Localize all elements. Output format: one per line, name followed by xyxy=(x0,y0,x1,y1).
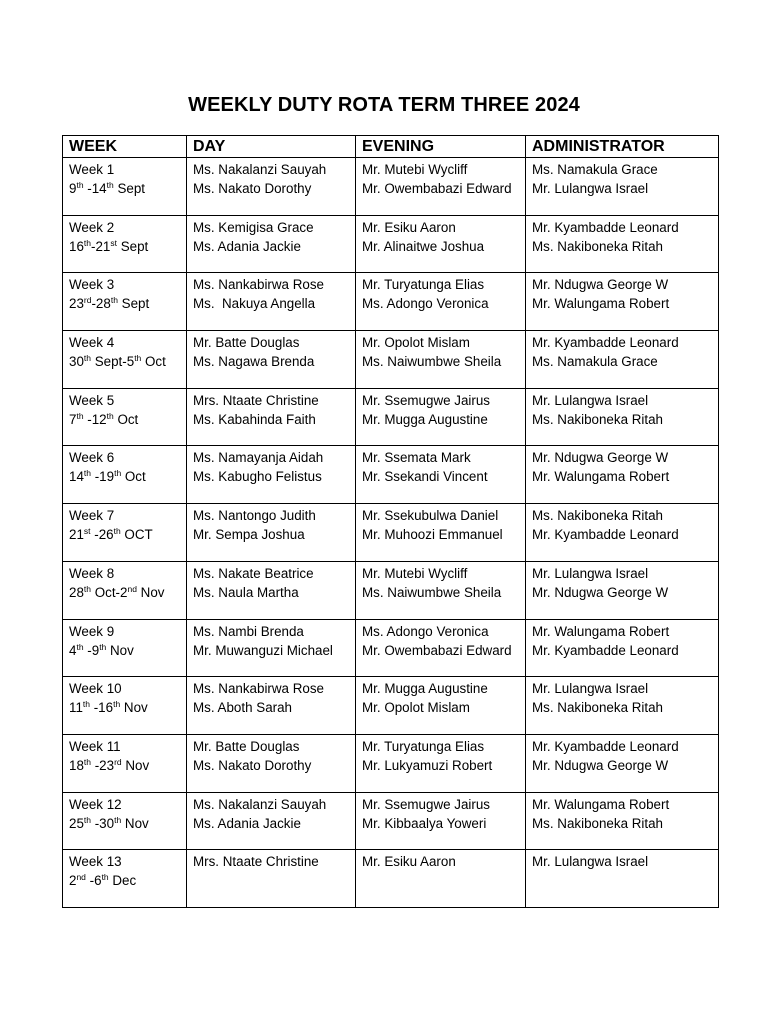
table-row xyxy=(63,734,719,792)
administrator-name: Ms. Nakiboneka Ritah xyxy=(532,508,663,524)
week-label: Week 11 xyxy=(69,738,121,754)
date-ordinal-suffix: st xyxy=(83,526,91,537)
day-staff: Ms. Nakuya Angella xyxy=(193,296,316,312)
evening-cell xyxy=(356,792,526,850)
date-part: 9 xyxy=(69,181,77,196)
date-part: Sept xyxy=(116,238,149,254)
day-cell xyxy=(187,273,356,331)
week-cell xyxy=(63,619,187,677)
administrator-cell xyxy=(526,331,719,389)
week-label: Week 4 xyxy=(69,335,115,351)
date-part: Nov xyxy=(136,584,165,600)
week-cell xyxy=(63,388,187,446)
week-label: Week 8 xyxy=(69,565,115,581)
week-date-range xyxy=(69,237,180,256)
evening-cell xyxy=(356,446,526,504)
administrator-name: Ms. Namakula Grace xyxy=(532,354,658,370)
week-cell xyxy=(63,561,187,619)
day-staff: Ms. Nakato Dorothy xyxy=(193,181,312,196)
duty-rota-table xyxy=(62,135,719,908)
date-ordinal-suffix: th xyxy=(114,814,122,825)
date-ordinal-suffix: th xyxy=(83,353,91,364)
date-ordinal-suffix: th xyxy=(76,641,84,652)
day-cell xyxy=(187,215,356,273)
evening-staff: Ms. Naiwumbwe Sheila xyxy=(362,354,502,370)
date-ordinal-suffix: th xyxy=(134,353,142,364)
day-staff: Ms. Kemigisa Grace xyxy=(193,219,314,235)
week-date-range xyxy=(69,814,180,833)
date-part: -12 xyxy=(83,411,107,427)
administrator-cell xyxy=(526,677,719,735)
date-ordinal-suffix: st xyxy=(110,237,117,248)
table-row xyxy=(63,792,719,850)
date-ordinal-suffix: th xyxy=(101,872,109,883)
administrator-cell xyxy=(526,215,719,273)
day-cell xyxy=(187,388,356,446)
evening-staff: Mr. Mugga Augustine xyxy=(362,681,488,697)
date-part: 11 xyxy=(69,700,83,716)
day-staff: Ms. Nambi Brenda xyxy=(193,623,304,639)
date-ordinal-suffix: nd xyxy=(127,583,137,594)
date-part: -30 xyxy=(91,815,115,831)
administrator-name: Mr. Walungama Robert xyxy=(532,796,670,812)
week-cell xyxy=(63,504,187,562)
date-part: -6 xyxy=(85,873,102,889)
date-ordinal-suffix: nd xyxy=(76,872,86,883)
administrator-name: Ms. Nakiboneka Ritah xyxy=(532,411,663,427)
administrator-cell xyxy=(526,158,719,216)
table-row xyxy=(63,331,719,389)
week-date-range xyxy=(69,467,180,486)
administrator-name: Mr. Lulangwa Israel xyxy=(532,181,649,196)
evening-staff: Mr. Ssemugwe Jairus xyxy=(362,392,490,408)
day-cell xyxy=(187,331,356,389)
day-staff: Ms. Kabahinda Faith xyxy=(193,411,316,427)
date-part: Nov xyxy=(106,642,134,658)
evening-staff: Ms. Naiwumbwe Sheila xyxy=(362,584,502,600)
evening-staff: Mr. Ssekubulwa Daniel xyxy=(362,508,499,524)
evening-cell xyxy=(356,273,526,331)
date-part: 18 xyxy=(69,757,84,773)
administrator-cell xyxy=(526,504,719,562)
day-staff: Mrs. Ntaate Christine xyxy=(193,392,319,408)
day-staff: Ms. Namayanja Aidah xyxy=(193,450,324,466)
administrator-name: Mr. Ndugwa George W xyxy=(532,757,669,773)
administrator-name: Mr. Kyambadde Leonard xyxy=(532,335,679,351)
day-staff: Ms. Naula Martha xyxy=(193,584,299,600)
day-staff: Mrs. Ntaate Christine xyxy=(193,854,319,870)
date-part: -23 xyxy=(91,757,115,773)
date-part: -28 xyxy=(91,296,111,312)
day-cell xyxy=(187,619,356,677)
date-part: 30 xyxy=(69,354,84,370)
evening-cell xyxy=(356,619,526,677)
day-cell xyxy=(187,504,356,562)
evening-staff: Ms. Adongo Veronica xyxy=(362,623,489,639)
evening-cell xyxy=(356,734,526,792)
date-ordinal-suffix: th xyxy=(76,410,84,421)
evening-staff: Mr. Ssemugwe Jairus xyxy=(362,796,490,812)
date-part: Sept-5 xyxy=(91,354,135,370)
date-ordinal-suffix: th xyxy=(113,526,121,537)
week-label: Week 3 xyxy=(69,277,115,293)
date-ordinal-suffix: th xyxy=(106,180,114,190)
administrator-name: Mr. Ndugwa George W xyxy=(532,450,669,466)
administrator-cell xyxy=(526,388,719,446)
date-part: Oct xyxy=(113,411,139,427)
administrator-name: Ms. Nakiboneka Ritah xyxy=(532,815,663,831)
evening-staff: Mr. Esiku Aaron xyxy=(362,219,456,235)
day-staff: Ms. Nakalanzi Sauyah xyxy=(193,162,327,177)
date-part: 14 xyxy=(69,469,84,485)
day-staff: Mr. Sempa Joshua xyxy=(193,527,305,543)
evening-cell xyxy=(356,561,526,619)
date-part: Sept xyxy=(117,296,150,312)
day-cell xyxy=(187,792,356,850)
day-staff: Ms. Nankabirwa Rose xyxy=(193,681,324,697)
header-week: WEEK xyxy=(63,136,187,158)
week-label: Week 2 xyxy=(69,219,115,235)
date-ordinal-suffix: th xyxy=(83,468,91,479)
date-part: 16 xyxy=(69,238,84,254)
date-ordinal-suffix: th xyxy=(106,410,114,421)
week-date-range xyxy=(69,756,180,775)
day-staff: Ms. Nakato Dorothy xyxy=(193,757,312,773)
week-date-range xyxy=(69,698,180,717)
evening-staff: Mr. Lukyamuzi Robert xyxy=(362,757,493,773)
administrator-name: Mr. Lulangwa Israel xyxy=(532,681,649,697)
evening-staff: Mr. Muhoozi Emmanuel xyxy=(362,527,503,543)
day-staff: Ms. Nakalanzi Sauyah xyxy=(193,796,327,812)
day-cell xyxy=(187,850,356,908)
evening-staff: Mr. Owembabazi Edward xyxy=(362,642,512,658)
table-row xyxy=(63,504,719,562)
table-row xyxy=(63,215,719,273)
day-staff: Ms. Aboth Sarah xyxy=(193,700,292,716)
evening-staff: Mr. Turyatunga Elias xyxy=(362,738,485,754)
evening-staff: Mr. Esiku Aaron xyxy=(362,854,456,870)
administrator-cell xyxy=(526,792,719,850)
week-label: Week 6 xyxy=(69,450,115,466)
week-cell xyxy=(63,850,187,908)
day-cell xyxy=(187,446,356,504)
evening-staff: Mr. Opolot Mislam xyxy=(362,700,470,716)
administrator-name: Ms. Nakiboneka Ritah xyxy=(532,238,663,254)
table-row xyxy=(63,619,719,677)
administrator-name: Mr. Walungama Robert xyxy=(532,469,670,485)
administrator-name: Ms. Nakiboneka Ritah xyxy=(532,700,663,716)
table-row xyxy=(63,850,719,908)
day-staff: Ms. Adania Jackie xyxy=(193,815,301,831)
administrator-name: Mr. Kyambadde Leonard xyxy=(532,642,679,658)
date-part: -21 xyxy=(91,238,111,254)
week-date-range xyxy=(69,871,180,890)
date-part: Oct-2 xyxy=(91,584,128,600)
administrator-cell xyxy=(526,446,719,504)
evening-cell xyxy=(356,504,526,562)
administrator-cell xyxy=(526,850,719,908)
administrator-name: Mr. Kyambadde Leonard xyxy=(532,738,679,754)
date-ordinal-suffix: th xyxy=(82,699,90,710)
evening-cell xyxy=(356,215,526,273)
table-row xyxy=(63,446,719,504)
date-ordinal-suffix: th xyxy=(83,814,91,825)
evening-staff: Mr. Mutebi Wycliff xyxy=(362,565,468,581)
week-date-range xyxy=(69,352,180,371)
administrator-name: Mr. Walungama Robert xyxy=(532,296,670,312)
evening-staff: Ms. Adongo Veronica xyxy=(362,296,489,312)
table-row xyxy=(63,273,719,331)
day-staff: Ms. Nantongo Judith xyxy=(193,508,316,524)
administrator-name: Mr. Lulangwa Israel xyxy=(532,392,649,408)
evening-cell xyxy=(356,388,526,446)
date-ordinal-suffix: rd xyxy=(83,295,92,306)
date-ordinal-suffix: th xyxy=(114,468,122,479)
date-part: -16 xyxy=(90,700,114,716)
day-staff: Ms. Nankabirwa Rose xyxy=(193,277,324,293)
evening-staff: Mr. Ssemata Mark xyxy=(362,450,471,466)
week-label: Week 7 xyxy=(69,508,115,524)
week-cell xyxy=(63,158,187,216)
evening-staff: Mr. Kibbaalya Yoweri xyxy=(362,815,487,831)
date-part: Oct xyxy=(141,354,166,370)
administrator-name: Mr. Lulangwa Israel xyxy=(532,565,649,581)
header-day: DAY xyxy=(187,136,356,158)
evening-staff: Mr. Turyatunga Elias xyxy=(362,277,485,293)
administrator-name: Ms. Namakula Grace xyxy=(532,162,658,177)
administrator-name: Mr. Ndugwa George W xyxy=(532,277,669,293)
date-ordinal-suffix: th xyxy=(83,237,91,248)
day-cell xyxy=(187,561,356,619)
date-part: 21 xyxy=(69,527,84,543)
date-part: Nov xyxy=(120,700,148,716)
day-staff: Mr. Muwanguzi Michael xyxy=(193,642,333,658)
day-staff: Ms. Adania Jackie xyxy=(193,238,301,254)
table-row xyxy=(63,158,719,216)
evening-staff: Mr. Mugga Augustine xyxy=(362,411,488,427)
week-date-range xyxy=(69,641,180,660)
week-cell xyxy=(63,446,187,504)
day-staff: Mr. Batte Douglas xyxy=(193,738,300,754)
day-staff: Ms. Kabugho Felistus xyxy=(193,469,322,485)
evening-staff: Mr. Owembabazi Edward xyxy=(362,181,512,196)
date-ordinal-suffix: th xyxy=(83,756,91,767)
evening-staff: Mr. Mutebi Wycliff xyxy=(362,162,468,177)
date-part: Nov xyxy=(121,757,150,773)
evening-cell xyxy=(356,850,526,908)
date-ordinal-suffix: th xyxy=(99,641,107,652)
week-cell xyxy=(63,792,187,850)
day-cell xyxy=(187,734,356,792)
date-part: -14 xyxy=(83,181,107,196)
day-cell xyxy=(187,158,356,216)
administrator-name: Mr. Kyambadde Leonard xyxy=(532,527,679,543)
date-ordinal-suffix: th xyxy=(110,295,118,306)
administrator-name: Mr. Lulangwa Israel xyxy=(532,854,649,870)
date-part: Sept xyxy=(113,181,145,196)
week-cell xyxy=(63,215,187,273)
date-part: -19 xyxy=(91,469,115,485)
date-ordinal-suffix: th xyxy=(113,699,121,710)
date-part: 28 xyxy=(69,584,84,600)
rota-body xyxy=(63,158,719,908)
week-label: Week 9 xyxy=(69,623,115,639)
date-ordinal-suffix: th xyxy=(83,583,91,594)
date-part: 7 xyxy=(69,411,77,427)
date-part: -26 xyxy=(90,527,114,543)
administrator-name: Mr. Kyambadde Leonard xyxy=(532,219,679,235)
administrator-name: Mr. Walungama Robert xyxy=(532,623,670,639)
week-cell xyxy=(63,734,187,792)
week-label: Week 13 xyxy=(69,854,122,870)
header-administrator: ADMINISTRATOR xyxy=(526,136,719,158)
administrator-cell xyxy=(526,273,719,331)
week-label: Week 5 xyxy=(69,392,115,408)
document-title: WEEKLY DUTY ROTA TERM THREE 2024 xyxy=(188,94,580,116)
day-staff: Mr. Batte Douglas xyxy=(193,335,300,351)
week-cell xyxy=(63,331,187,389)
evening-staff: Mr. Opolot Mislam xyxy=(362,335,470,351)
administrator-cell xyxy=(526,561,719,619)
week-date-range xyxy=(69,583,180,602)
date-ordinal-suffix: th xyxy=(76,180,84,190)
day-staff: Ms. Nagawa Brenda xyxy=(193,354,315,370)
day-staff: Ms. Nakate Beatrice xyxy=(193,565,314,581)
date-part: Dec xyxy=(108,873,137,889)
administrator-cell xyxy=(526,619,719,677)
evening-cell xyxy=(356,677,526,735)
header-row xyxy=(63,136,719,158)
week-label: Week 10 xyxy=(69,681,122,697)
date-part: OCT xyxy=(120,527,153,543)
administrator-name: Mr. Ndugwa George W xyxy=(532,584,669,600)
administrator-cell xyxy=(526,734,719,792)
table-row xyxy=(63,561,719,619)
week-date-range xyxy=(69,525,180,544)
evening-cell xyxy=(356,331,526,389)
evening-staff: Mr. Ssekandi Vincent xyxy=(362,469,488,485)
date-part: Oct xyxy=(121,469,146,485)
day-cell xyxy=(187,677,356,735)
date-part: 2 xyxy=(69,873,77,889)
week-date-range xyxy=(69,179,180,198)
date-part: -9 xyxy=(83,642,100,658)
week-date-range xyxy=(69,294,180,313)
week-label: Week 1 xyxy=(69,162,115,177)
header-evening: EVENING xyxy=(356,136,526,158)
date-part: 4 xyxy=(69,642,77,658)
evening-staff: Mr. Alinaitwe Joshua xyxy=(362,238,485,254)
evening-cell xyxy=(356,158,526,216)
week-date-range xyxy=(69,410,180,429)
table-row xyxy=(63,388,719,446)
week-cell xyxy=(63,677,187,735)
week-label: Week 12 xyxy=(69,796,122,812)
date-part: 23 xyxy=(69,296,84,312)
week-cell xyxy=(63,273,187,331)
date-part: Nov xyxy=(121,815,149,831)
date-ordinal-suffix: rd xyxy=(114,756,122,767)
table-row xyxy=(63,677,719,735)
date-part: 25 xyxy=(69,815,84,831)
